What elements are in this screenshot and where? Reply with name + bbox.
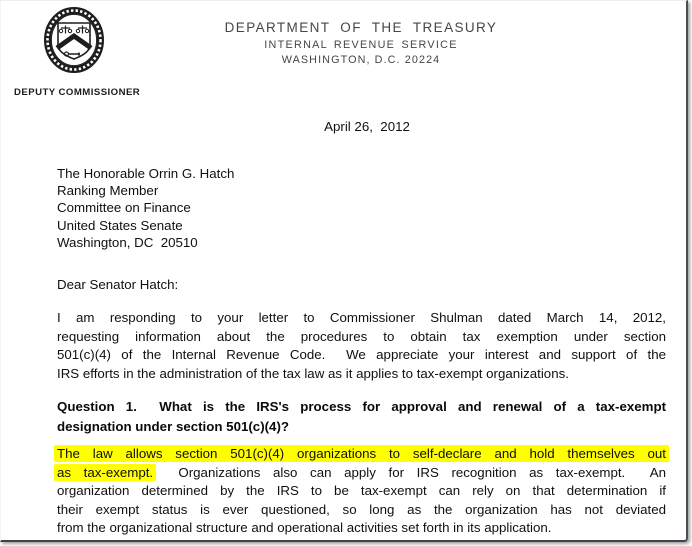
text-line xyxy=(57,464,666,483)
text-line: Ranking Member xyxy=(57,183,159,199)
plain-text: Organizations also can apply for IRS recognition as tax-exempt. An xyxy=(153,464,667,480)
letter-date: April 26, 2012 xyxy=(324,119,410,134)
text-line: IRS efforts in the administration of the tax law as it applies to tax-exempt organizations. xyxy=(57,366,569,382)
text-line: Committee on Finance xyxy=(57,200,191,216)
text-line: 501(c)(4) of the Internal Revenue Code. We appreciate your interest and support of the xyxy=(57,347,666,363)
plain-text: from the organizational structure and operational activities set forth in its application. xyxy=(57,520,552,536)
letterhead-city: WASHINGTON, D.C. 20224 xyxy=(281,54,441,66)
highlighted-text: The law allows section 501(c)(4) organizations to self-declare and hold themselves out xyxy=(54,445,669,462)
intro-paragraph xyxy=(57,309,666,384)
text-line: Question 1. What is the IRS's process for approval and renewal of a tax-exempt xyxy=(57,399,666,414)
highlighted-text: as tax-exempt. xyxy=(54,464,156,481)
text-line xyxy=(57,445,666,464)
salutation-text: Dear Senator Hatch: xyxy=(57,277,179,292)
text-line: The Honorable Orrin G. Hatch xyxy=(57,166,235,181)
question-heading xyxy=(57,397,666,437)
text-line: Washington, DC 20510 xyxy=(57,234,198,250)
text-line: requesting information about the procedures to obtain tax exemption under section xyxy=(57,328,666,344)
text-line xyxy=(57,519,666,538)
plain-text: their exempt status is ever questioned, so long as the organization has not deviated xyxy=(57,501,666,517)
text-line xyxy=(57,501,666,520)
letterhead-bureau: INTERNAL REVENUE SERVICE xyxy=(264,39,458,51)
text-line xyxy=(57,482,666,501)
text-line: United States Senate xyxy=(57,217,183,233)
letterhead xyxy=(57,20,665,66)
plain-text: organization determined by the IRS to be tax-exempt can rely on that determination if xyxy=(57,483,666,499)
text-line: I am responding to your letter to Commissioner Shulman dated March 14, 2012, xyxy=(57,310,666,325)
letterhead-department: DEPARTMENT OF THE TREASURY xyxy=(224,20,498,35)
answer-paragraph xyxy=(57,445,666,538)
recipient-address-block xyxy=(57,165,234,251)
text-line: designation under section 501(c)(4)? xyxy=(57,419,289,434)
office-title: DEPUTY COMMISSIONER xyxy=(14,87,141,98)
